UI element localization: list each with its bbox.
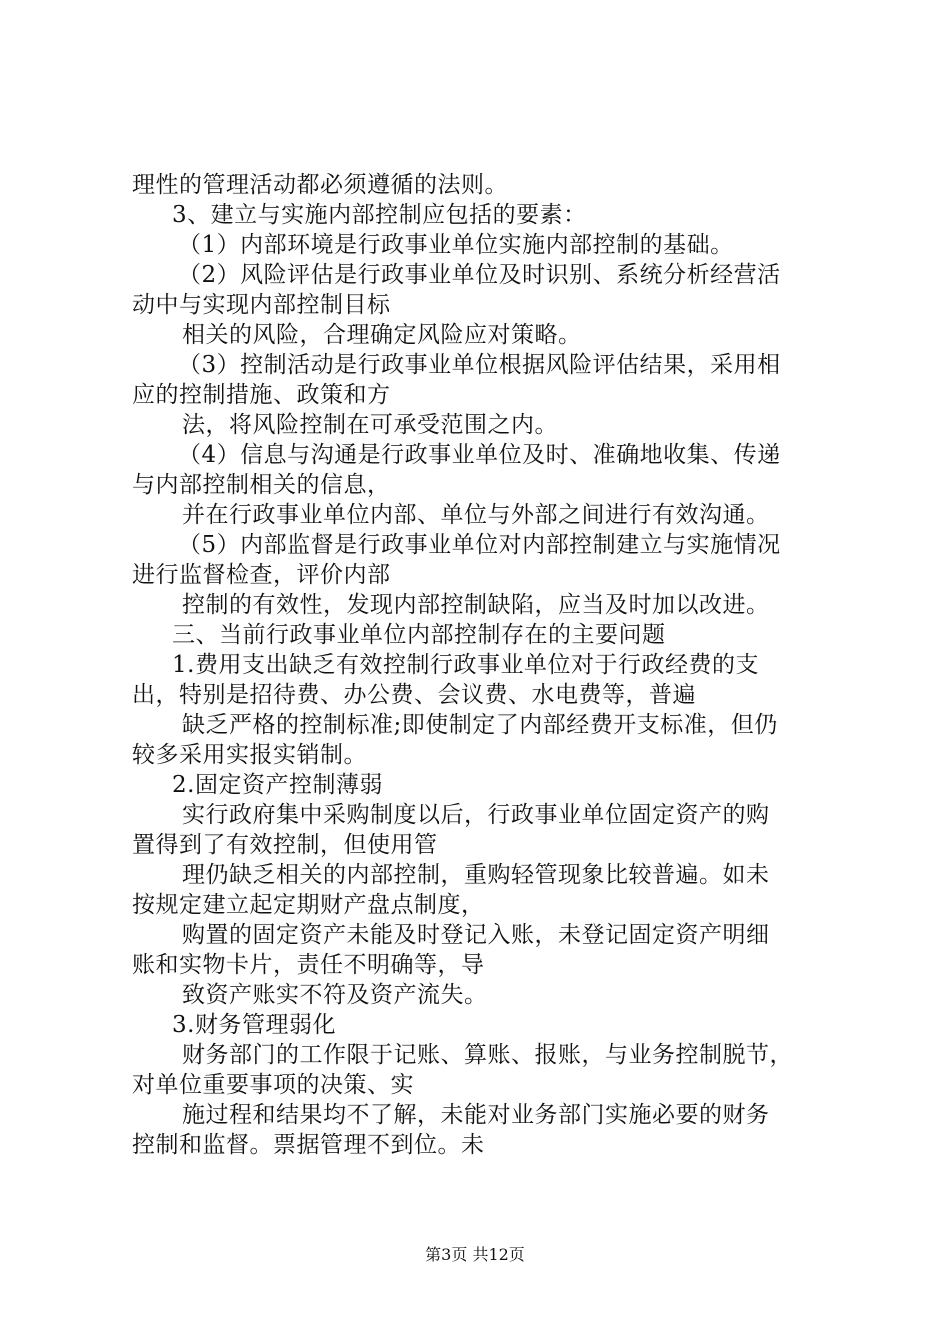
- text-line: 购置的固定资产未能及时登记入账，未登记固定资产明细: [182, 922, 770, 948]
- text-line: 法，将风险控制在可承受范围之内。: [182, 412, 558, 438]
- section-heading: 三、当前行政事业单位内部控制存在的主要问题: [172, 622, 666, 648]
- text-line: 实行政府集中采购制度以后，行政事业单位固定资产的购: [182, 802, 770, 828]
- text-line: 相关的风险，合理确定风险应对策略。: [182, 322, 582, 348]
- text-line: （2）风险评估是行政事业单位及时识别、系统分析经营活: [178, 262, 781, 288]
- text-line: 与内部控制相关的信息，: [132, 472, 391, 498]
- text-line: 施过程和结果均不了解，未能对业务部门实施必要的财务: [182, 1102, 770, 1128]
- document-body: [132, 170, 832, 1160]
- text-line: 理性的管理活动都必须遵循的法则。: [132, 172, 508, 198]
- text-line: 置得到了有效控制，但使用管: [132, 832, 438, 858]
- text-line: 对单位重要事项的决策、实: [132, 1072, 414, 1098]
- text-line: 进行监督检查，评价内部: [132, 562, 391, 588]
- text-line: 出，特别是招待费、办公费、会议费、水电费等，普遍: [132, 682, 696, 708]
- text-line: 较多采用实报实销制。: [132, 742, 367, 768]
- subsection-heading: 3.财务管理弱化: [172, 1012, 336, 1038]
- text-line: 1.费用支出缺乏有效控制行政事业单位对于行政经费的支: [172, 652, 759, 678]
- subsection-heading: 2.固定资产控制薄弱: [172, 772, 383, 798]
- text-line: （3）控制活动是行政事业单位根据风险评估结果，采用相: [178, 352, 781, 378]
- text-line: （1）内部环境是行政事业单位实施内部控制的基础。: [178, 232, 734, 258]
- text-line: 3、建立与实施内部控制应包括的要素：: [172, 202, 587, 228]
- text-line: 应的控制措施、政策和方: [132, 382, 391, 408]
- text-line: 理仍缺乏相关的内部控制，重购轻管现象比较普遍。如未: [182, 862, 770, 888]
- text-line: 账和实物卡片，责任不明确等，导: [132, 952, 485, 978]
- text-line: 缺乏严格的控制标准;即使制定了内部经费开支标准，但仍: [182, 712, 778, 738]
- text-line: （4）信息与沟通是行政事业单位及时、准确地收集、传递: [178, 442, 781, 468]
- text-line: 财务部门的工作限于记账、算账、报账，与业务控制脱节，: [182, 1042, 793, 1068]
- text-line: （5）内部监督是行政事业单位对内部控制建立与实施情况: [178, 532, 781, 558]
- text-line: 控制的有效性，发现内部控制缺陷，应当及时加以改进。: [182, 592, 770, 618]
- page-number: 第3页 共12页: [425, 1245, 525, 1264]
- text-line: 致资产账实不符及资产流失。: [182, 982, 488, 1008]
- text-line: 控制和监督。票据管理不到位。未: [132, 1132, 485, 1158]
- text-line: 并在行政事业单位内部、单位与外部之间进行有效沟通。: [182, 502, 770, 528]
- text-line: 按规定建立起定期财产盘点制度，: [132, 892, 485, 918]
- text-line: 动中与实现内部控制目标: [132, 292, 391, 318]
